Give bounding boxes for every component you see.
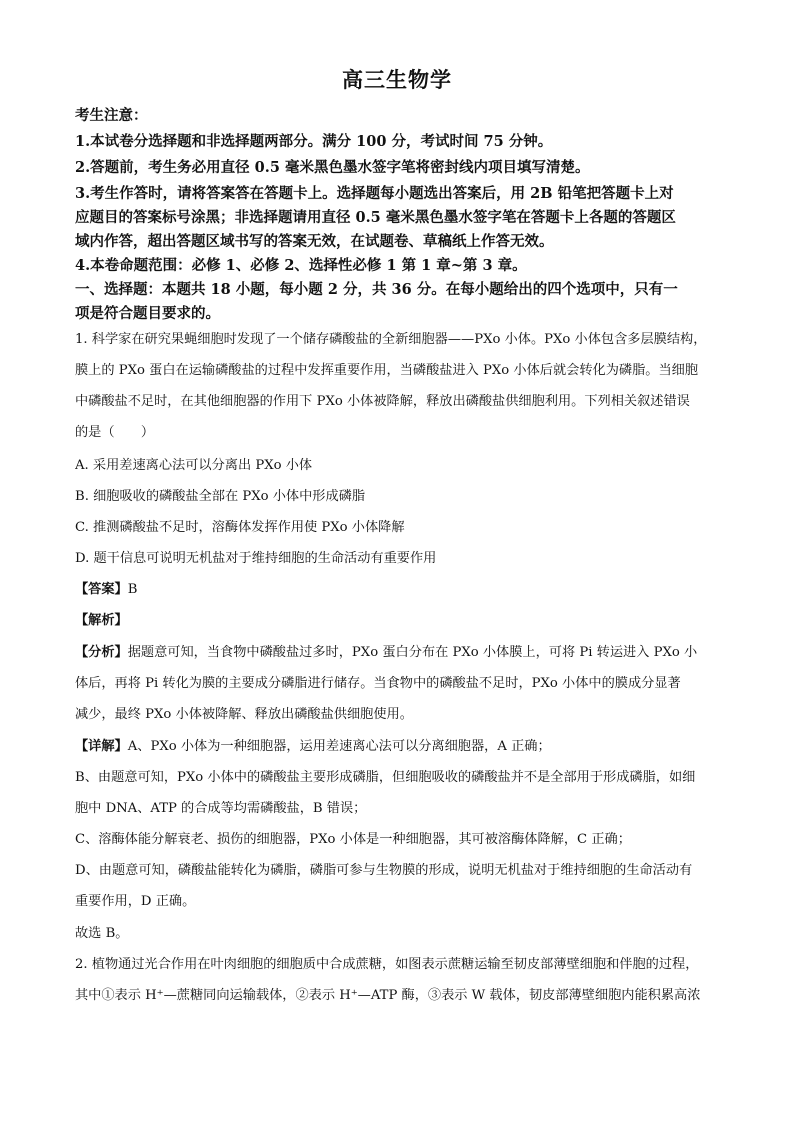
q1-xiangjie-line: 胞中 DNA、ATP 的合成等均需磷酸盐，B 错误； — [75, 801, 367, 816]
answer-value: B — [127, 582, 138, 597]
notice-line: 1.本试卷分选择题和非选择题两部分。满分 100 分，考试时间 75 分钟。 — [75, 133, 553, 150]
q1-answer — [75, 580, 735, 600]
section-heading: 项是符合题目要求的。 — [75, 305, 220, 322]
page-title: 高三生物学 — [342, 67, 452, 92]
q1-stem-line: 膜上的 PXo 蛋白在运输磷酸盐的过程中发挥重要作用，当磷酸盐进入 PXo 小体后就会转化为磷脂。当细胞 — [75, 363, 699, 378]
notice-line: 3.考生作答时，请将答案答在答题卡上。选择题每小题选出答案后，用 2B 铅笔把答题卡上对 — [75, 185, 674, 202]
xiangjie-text: A、PXo 小体为一种细胞器，运用差速离心法可以分离细胞器，A 正确； — [127, 739, 551, 754]
q1-xiangjie-line: D、由题意可知，磷酸盐能转化为磷脂，磷脂可参与生物膜的形成，说明无机盐对于维持细胞的生命活动有 — [75, 863, 693, 878]
q1-stem-line: 中磷酸盐不足时，在其他细胞器的作用下 PXo 小体被降解，释放出磷酸盐供细胞利用。下列相关叙述错误 — [75, 394, 690, 409]
q1-option-d: D. 题干信息可说明无机盐对于维持细胞的生命活动有重要作用 — [75, 551, 437, 566]
q1-xiangjie-line — [75, 737, 735, 757]
q2-stem-line: 其中①表示 H⁺—蔗糖同向运输载体，②表示 H⁺—ATP 酶，③表示 W 载体，韧皮部薄壁细胞内能积累高浓 — [75, 988, 701, 1003]
q1-analysis-tag — [75, 611, 735, 631]
q1-xiangjie-line: C、溶酶体能分解衰老、损伤的细胞器，PXo 小体是一种细胞器，其可被溶酶体降解，C 正确； — [75, 832, 631, 847]
q1-option-c: C. 推测磷酸盐不足时，溶酶体发挥作用使 PXo 小体降解 — [75, 520, 405, 535]
q1-stem-line: 的是（ ） — [75, 425, 155, 440]
q1-conclusion: 故选 B。 — [75, 926, 129, 941]
notice-line: 4.本卷命题范围：必修 1、必修 2、选择性必修 1 第 1 章~第 3 章。 — [75, 257, 527, 274]
notice-heading: 考生注意： — [75, 107, 148, 124]
q1-fenxi-line: 体后，再将 Pi 转化为膜的主要成分磷脂进行储存。当食物中的磷酸盐不足时，PXo 小体中的膜成分显著 — [75, 676, 681, 691]
q1-fenxi-line — [75, 643, 735, 663]
notice-line: 应题目的答案标号涂黑；非选择题请用直径 0.5 毫米黑色墨水签字笔在答题卡上各题的答题区 — [75, 209, 676, 226]
q1-option-a: A. 采用差速离心法可以分离出 PXo 小体 — [75, 458, 313, 473]
q1-fenxi-line: 减少，最终 PXo 小体被降解、释放出磷酸盐供细胞使用。 — [75, 707, 413, 722]
q2-stem-line: 2. 植物通过光合作用在叶肉细胞的细胞质中合成蔗糖，如图表示蔗糖运输至韧皮部薄壁细胞和伴胞的过程， — [75, 957, 699, 972]
q1-stem-line: 1. 科学家在研究果蝇细胞时发现了一个储存磷酸盐的全新细胞器——PXo 小体。PXo 小体包含多层膜结构， — [75, 332, 707, 347]
answer-tag: 【答案】 — [75, 582, 128, 597]
notice-line: 2.答题前，考生务必用直径 0.5 毫米黑色墨水签字笔将密封线内项目填写清楚。 — [75, 159, 590, 176]
q1-xiangjie-line: 重要作用，D 正确。 — [75, 894, 196, 909]
fenxi-tag: 【分析】 — [75, 645, 128, 660]
fenxi-text: 据题意可知，当食物中磷酸盐过多时，PXo 蛋白分布在 PXo 小体膜上，可将 Pi 转运进入 PXo 小 — [127, 645, 698, 660]
q1-option-b: B. 细胞吸收的磷酸盐全部在 PXo 小体中形成磷脂 — [75, 489, 366, 504]
q1-xiangjie-line: B、由题意可知，PXo 小体中的磷酸盐主要形成磷脂，但细胞吸收的磷酸盐并不是全部用于形成磷脂，如细 — [75, 770, 696, 785]
notice-line: 域内作答，超出答题区域书写的答案无效，在试题卷、草稿纸上作答无效。 — [75, 233, 554, 250]
analysis-tag: 【解析】 — [75, 613, 128, 628]
section-heading: 一、选择题：本题共 18 小题，每小题 2 分，共 36 分。在每小题给出的四个选项中，只有一 — [75, 281, 678, 298]
xiangjie-tag: 【详解】 — [75, 739, 128, 754]
